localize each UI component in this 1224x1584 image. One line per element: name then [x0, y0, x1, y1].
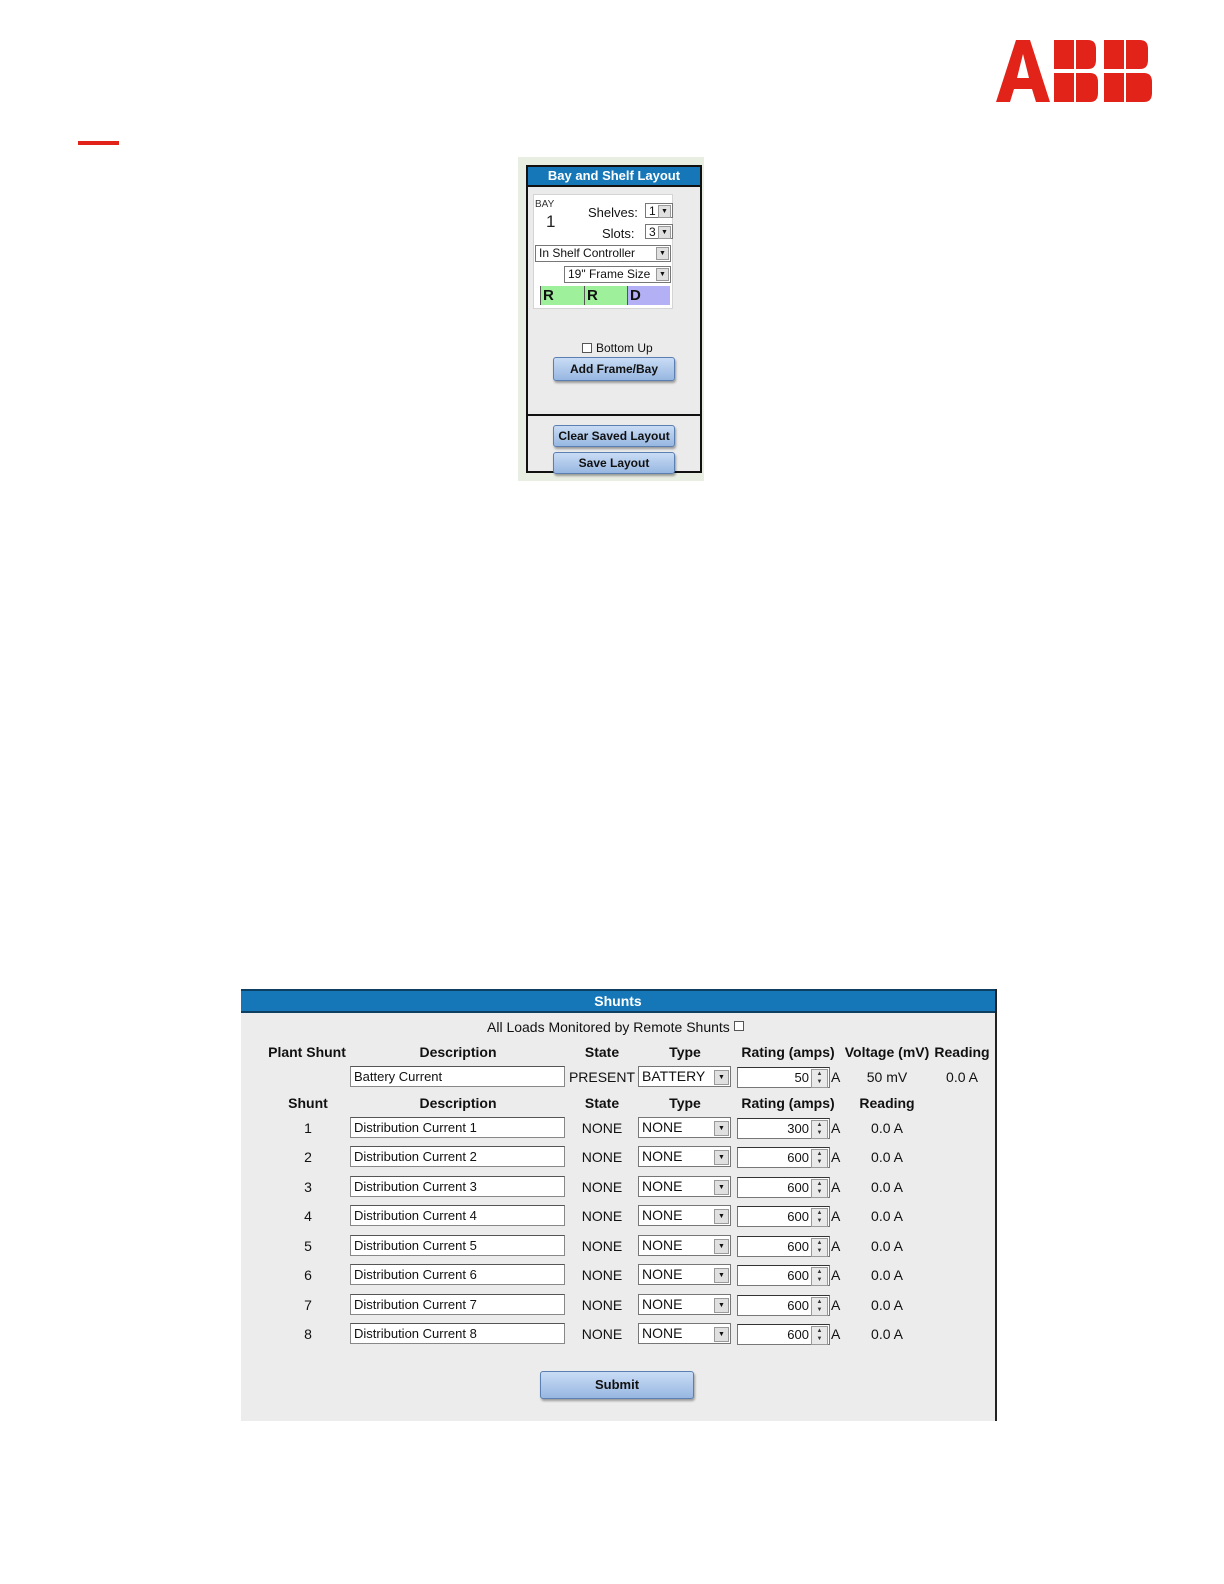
chevron-down-icon: ▼ — [656, 247, 669, 260]
shunt-rating-stepper[interactable] — [737, 1295, 830, 1316]
shunt-rating-unit: A — [831, 1267, 841, 1283]
table-row — [241, 1323, 991, 1351]
shunt-state: NONE — [581, 1120, 623, 1136]
shunt-description-input[interactable]: Distribution Current 7 — [350, 1294, 565, 1315]
reading-header: Reading — [859, 1095, 915, 1111]
stepper-arrows-icon[interactable]: ▲ ▼ — [811, 1120, 828, 1139]
controller-select[interactable] — [535, 245, 671, 262]
shunt-rating-unit: A — [831, 1238, 841, 1254]
slots-label: Slots: — [602, 226, 635, 241]
slots-select[interactable] — [645, 224, 673, 239]
shunt-rating-stepper[interactable] — [737, 1147, 830, 1168]
shunt-rating-value: 600 — [787, 1239, 809, 1254]
frame-size-value: 19" Frame Size — [568, 267, 651, 281]
shunt-rating-value: 600 — [787, 1209, 809, 1224]
table-row — [241, 1117, 991, 1145]
shunt-reading: 0.0 A — [871, 1297, 903, 1313]
shunts-panel — [241, 989, 997, 1421]
shunt-reading: 0.0 A — [871, 1267, 903, 1283]
type-header: Type — [669, 1095, 701, 1111]
chevron-down-icon: ▼ — [714, 1239, 729, 1254]
plant-state: PRESENT — [568, 1069, 636, 1085]
shunt-rating-value: 600 — [787, 1268, 809, 1283]
shunt-type-value: NONE — [642, 1207, 683, 1223]
plant-rating-stepper[interactable] — [737, 1067, 830, 1088]
slot-2[interactable]: R — [584, 286, 627, 305]
shunt-number: 2 — [304, 1149, 312, 1165]
shunt-number: 3 — [304, 1179, 312, 1195]
table-row — [241, 1176, 991, 1204]
plant-reading: 0.0 A — [946, 1069, 978, 1085]
bay-card — [533, 194, 673, 309]
chevron-down-icon: ▼ — [714, 1180, 729, 1195]
shelves-label: Shelves: — [588, 205, 638, 220]
plant-shunt-header: Plant Shunt — [268, 1044, 346, 1060]
shunt-reading: 0.0 A — [871, 1149, 903, 1165]
plant-rating-value: 50 — [794, 1070, 809, 1085]
shunt-rating-stepper[interactable] — [737, 1265, 830, 1286]
shunt-reading: 0.0 A — [871, 1208, 903, 1224]
shunt-type-select[interactable] — [638, 1264, 731, 1285]
stepper-arrows-icon[interactable]: ▲ ▼ — [811, 1238, 828, 1257]
chevron-down-icon: ▼ — [714, 1268, 729, 1283]
shunt-state: NONE — [581, 1267, 623, 1283]
shelves-select[interactable] — [645, 203, 673, 218]
shunt-rating-stepper[interactable] — [737, 1236, 830, 1257]
chevron-down-icon: ▼ — [714, 1070, 729, 1085]
shunt-rating-value: 600 — [787, 1298, 809, 1313]
plant-description-header: Description — [419, 1044, 497, 1060]
chevron-down-icon: ▼ — [714, 1209, 729, 1224]
bay-shelf-layout-panel — [526, 165, 702, 473]
state-header: State — [584, 1095, 620, 1111]
table-row — [241, 1264, 991, 1292]
shunt-rating-value: 600 — [787, 1150, 809, 1165]
shunt-reading: 0.0 A — [871, 1120, 903, 1136]
shunt-type-select[interactable] — [638, 1235, 731, 1256]
chevron-down-icon: ▼ — [658, 205, 671, 218]
table-row — [241, 1235, 991, 1263]
plant-description-input[interactable]: Battery Current — [350, 1066, 565, 1087]
shunt-number: 8 — [304, 1326, 312, 1342]
shunt-type-select[interactable] — [638, 1205, 731, 1226]
shunt-type-value: NONE — [642, 1178, 683, 1194]
plant-reading-header: Reading — [934, 1044, 990, 1060]
shunt-description-input[interactable]: Distribution Current 3 — [350, 1176, 565, 1197]
shunt-number: 6 — [304, 1267, 312, 1283]
plant-state-header: State — [584, 1044, 620, 1060]
shunt-rating-unit: A — [831, 1326, 841, 1342]
chevron-down-icon: ▼ — [714, 1150, 729, 1165]
plant-rating-unit: A — [831, 1069, 841, 1085]
stepper-arrows-icon[interactable]: ▲ ▼ — [811, 1208, 828, 1227]
plant-voltage-header: Voltage (mV) — [844, 1044, 930, 1060]
chevron-down-icon: ▼ — [656, 268, 669, 281]
shunt-type-value: NONE — [642, 1296, 683, 1312]
description-header: Description — [419, 1095, 497, 1111]
shunt-rating-unit: A — [831, 1208, 841, 1224]
shunt-rating-value: 600 — [787, 1180, 809, 1195]
stepper-arrows-icon[interactable]: ▲ ▼ — [811, 1326, 828, 1345]
stepper-arrows-icon[interactable]: ▲ ▼ — [811, 1179, 828, 1198]
slot-1[interactable]: R — [540, 286, 584, 305]
shunt-reading: 0.0 A — [871, 1179, 903, 1195]
chevron-down-icon: ▼ — [714, 1298, 729, 1313]
bottom-up-label: Bottom Up — [596, 341, 653, 355]
shunt-type-value: NONE — [642, 1237, 683, 1253]
bay-label: BAY — [535, 199, 555, 210]
shunt-state: NONE — [581, 1149, 623, 1165]
chevron-down-icon: ▼ — [714, 1327, 729, 1342]
shunt-state: NONE — [581, 1238, 623, 1254]
shunt-rating-stepper[interactable] — [737, 1118, 830, 1139]
shunt-number: 1 — [304, 1120, 312, 1136]
plant-voltage: 50 mV — [866, 1069, 908, 1085]
plant-type-value: BATTERY — [642, 1068, 706, 1084]
plant-rating-header: Rating (amps) — [741, 1044, 835, 1060]
shunt-state: NONE — [581, 1297, 623, 1313]
slots-value: 3 — [649, 225, 656, 239]
stepper-arrows-icon[interactable]: ▲ ▼ — [811, 1267, 828, 1286]
shelves-value: 1 — [649, 204, 656, 218]
controller-value: In Shelf Controller — [539, 246, 636, 260]
shunt-type-value: NONE — [642, 1266, 683, 1282]
shunt-description-input[interactable]: Distribution Current 4 — [350, 1205, 565, 1226]
save-layout-button[interactable]: Save Layout — [553, 452, 675, 474]
shunt-description-input[interactable]: Distribution Current 5 — [350, 1235, 565, 1256]
plant-type-select[interactable] — [638, 1066, 731, 1087]
header-rule — [78, 141, 119, 145]
shunt-rating-stepper[interactable] — [737, 1177, 830, 1198]
shunt-type-select[interactable] — [638, 1294, 731, 1315]
remote-shunts-label: All Loads Monitored by Remote Shunts — [487, 1019, 730, 1035]
shunt-number: 7 — [304, 1297, 312, 1313]
shunt-rating-stepper[interactable] — [737, 1324, 830, 1345]
shunt-description-input[interactable]: Distribution Current 2 — [350, 1146, 565, 1167]
stepper-arrows-icon[interactable]: ▲ ▼ — [811, 1069, 828, 1088]
shunt-rating-unit: A — [831, 1297, 841, 1313]
shunt-rating-unit: A — [831, 1179, 841, 1195]
bottom-up-option — [582, 341, 653, 355]
shunt-rating-stepper[interactable] — [737, 1206, 830, 1227]
shunt-rating-unit: A — [831, 1120, 841, 1136]
stepper-arrows-icon[interactable]: ▲ ▼ — [811, 1149, 828, 1168]
shunt-type-select[interactable] — [638, 1146, 731, 1167]
shunt-rating-value: 600 — [787, 1327, 809, 1342]
table-row — [241, 1146, 991, 1174]
plant-type-header: Type — [669, 1044, 701, 1060]
abb-logo — [996, 40, 1154, 102]
shunt-rating-value: 300 — [787, 1121, 809, 1136]
frame-size-select[interactable] — [564, 266, 671, 283]
shunt-type-select[interactable] — [638, 1117, 731, 1138]
rating-header: Rating (amps) — [741, 1095, 835, 1111]
slot-3[interactable]: D — [627, 286, 670, 305]
bay-shelf-layout-frame — [518, 157, 704, 481]
shunt-reading: 0.0 A — [871, 1238, 903, 1254]
shunt-reading: 0.0 A — [871, 1326, 903, 1342]
remote-shunts-checkbox[interactable] — [734, 1021, 744, 1031]
panel-divider — [528, 414, 700, 416]
shunt-description-input[interactable]: Distribution Current 6 — [350, 1264, 565, 1285]
shunt-type-select[interactable] — [638, 1176, 731, 1197]
bay-number: 1 — [546, 212, 556, 231]
shunt-state: NONE — [581, 1208, 623, 1224]
add-frame-bay-button[interactable]: Add Frame/Bay — [553, 357, 675, 381]
shunt-description-input[interactable]: Distribution Current 8 — [350, 1323, 565, 1344]
shunts-title: Shunts — [241, 989, 995, 1013]
table-row — [241, 1205, 991, 1233]
submit-button[interactable]: Submit — [540, 1371, 694, 1399]
shunt-description-input[interactable]: Distribution Current 1 — [350, 1117, 565, 1138]
shunt-number: 4 — [304, 1208, 312, 1224]
slot-bar — [540, 286, 670, 305]
shunt-rating-unit: A — [831, 1149, 841, 1165]
chevron-down-icon: ▼ — [658, 226, 671, 239]
chevron-down-icon: ▼ — [714, 1121, 729, 1136]
stepper-arrows-icon[interactable]: ▲ ▼ — [811, 1297, 828, 1316]
shunt-type-value: NONE — [642, 1148, 683, 1164]
table-row — [241, 1294, 991, 1322]
shunt-type-value: NONE — [642, 1325, 683, 1341]
shunt-state: NONE — [581, 1179, 623, 1195]
shunt-header: Shunt — [288, 1095, 328, 1111]
shunt-type-value: NONE — [642, 1119, 683, 1135]
shunt-number: 5 — [304, 1238, 312, 1254]
bay-panel-title: Bay and Shelf Layout — [528, 167, 700, 187]
shunt-type-select[interactable] — [638, 1323, 731, 1344]
bottom-up-checkbox[interactable] — [582, 343, 592, 353]
clear-saved-layout-button[interactable]: Clear Saved Layout — [553, 425, 675, 447]
shunt-state: NONE — [581, 1326, 623, 1342]
